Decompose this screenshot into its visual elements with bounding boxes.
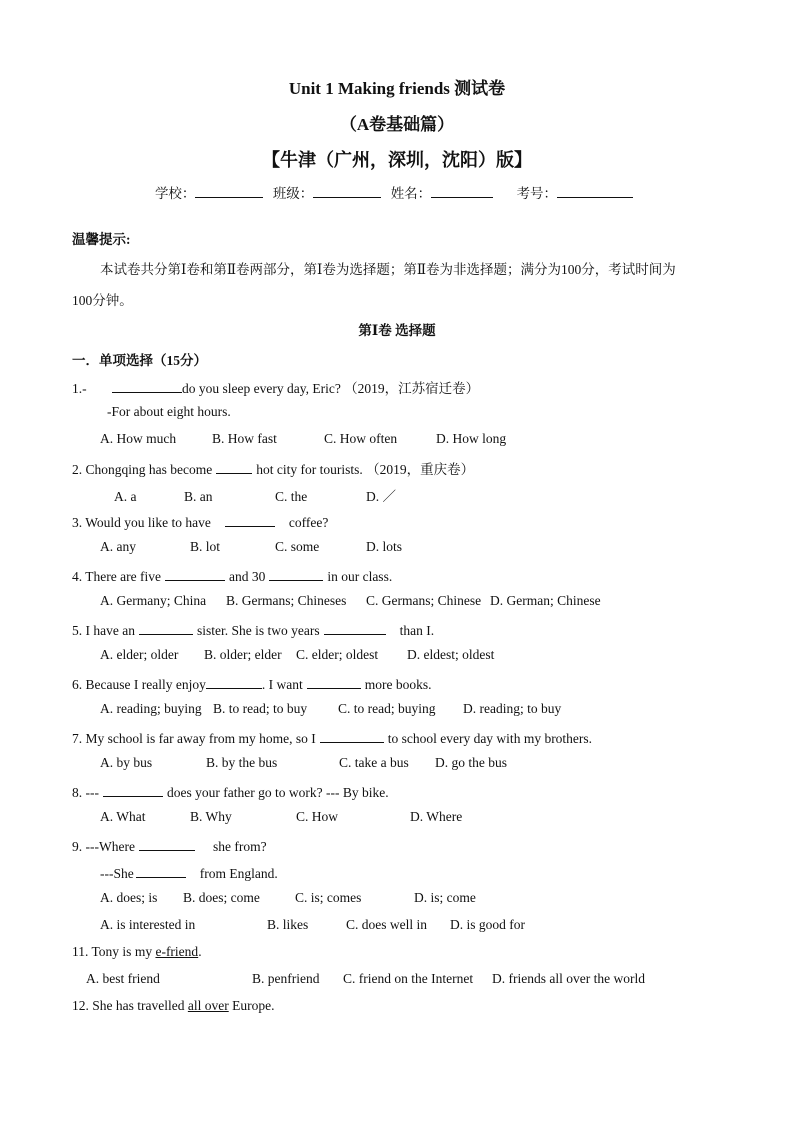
question-text: 3. Would you like to have [72,515,211,530]
answer-blank-2[interactable] [307,674,361,689]
section1-title: 一．单项选择（15分） [72,353,207,368]
option-d[interactable]: D. Where [410,809,463,824]
question-text: 12. She has travelled [72,998,188,1013]
option-d[interactable]: D. lots [366,539,403,554]
option-a[interactable]: A. by bus [100,755,153,770]
part1-title: 第Ⅰ卷 选择题 [358,323,436,338]
option-d[interactable]: D. is good for [450,917,525,932]
option-b[interactable]: B. penfriend [252,971,320,986]
name-field[interactable] [431,183,493,198]
option-a[interactable]: A. any [100,539,136,554]
question-5 [72,620,434,639]
option-b[interactable]: B. an [184,489,213,504]
option-c[interactable]: C. the [275,489,308,504]
exam-number-label: 考号： [516,186,558,201]
option-b[interactable]: B. Germans; Chineses [226,593,347,608]
question-text: 11. Tony is my [72,944,156,959]
option-b[interactable]: B. older; elder [204,647,282,662]
option-a[interactable]: A. How much [100,431,177,446]
question-number: 1.- [72,381,87,396]
name-label: 姓名： [390,186,432,201]
option-b[interactable]: B. lot [190,539,221,554]
option-b[interactable]: B. to read; to buy [213,701,308,716]
question-text: hot city for tourists. （2019，重庆卷） [256,462,475,477]
school-field[interactable] [195,183,263,198]
question-6 [72,674,431,693]
underlined-word: all over [187,998,229,1013]
underlined-word: e-friend [155,944,199,959]
question-8 [72,782,389,801]
option-a[interactable]: A. Germany; China [100,593,207,608]
answer-blank[interactable] [112,378,182,393]
class-field[interactable] [313,183,381,198]
option-d[interactable]: D. German; Chinese [490,593,601,608]
question-9-reply [100,863,278,882]
class-label: 班级： [272,186,314,201]
answer-blank-1[interactable] [206,674,262,689]
question-3 [72,512,328,531]
exam-edition: 【牛津（广州，深圳，沈阳）版】 [262,150,532,170]
option-c[interactable]: C. How often [324,431,398,446]
question-text: . [198,944,202,959]
answer-blank[interactable] [225,512,275,527]
notice-text-2: 100分钟。 [72,293,133,308]
question-text: from England. [199,866,278,881]
student-info-row [0,182,794,202]
question-text: 4. There are five [72,569,161,584]
question-11 [72,944,202,960]
option-d[interactable]: D. go the bus [435,755,507,770]
answer-blank-1[interactable] [165,566,225,581]
question-text: 7. My school is far away from my home, so I [72,731,316,746]
exam-subtitle: （A卷基础篇） [339,115,455,134]
answer-blank[interactable] [136,863,186,878]
question-text: than I. [399,623,435,638]
question-text: 6. Because I really enjoy [72,677,206,692]
question-text: 9. ---Where [72,839,135,854]
question-text: ---She [100,866,134,881]
notice-text-1: 本试卷共分第Ⅰ卷和第Ⅱ卷两部分，第Ⅰ卷为选择题；第Ⅱ卷为非选择题；满分为100分，考试时间为 [100,262,676,277]
question-9 [72,836,267,855]
option-c[interactable]: C. elder; oldest [296,647,379,662]
question-text: . I want [261,677,303,692]
option-c[interactable]: C. is; comes [295,890,362,905]
question-11-options [86,971,645,987]
option-b[interactable]: B. Why [190,809,232,824]
answer-blank[interactable] [320,728,384,743]
question-text: to school every day with my brothers. [387,731,593,746]
answer-blank[interactable] [103,782,163,797]
question-2 [72,458,474,478]
option-d[interactable]: D. How long [436,431,507,446]
answer-blank-1[interactable] [139,620,193,635]
question-2-options [114,485,396,505]
exam-number-field[interactable] [557,183,633,198]
question-8-options [100,809,462,825]
answer-blank[interactable] [216,459,252,474]
question-4-options [100,593,601,609]
question-6-options [100,701,561,717]
option-a[interactable]: A. elder; older [100,647,179,662]
answer-blank[interactable] [139,836,195,851]
question-1-options [100,431,506,447]
question-1 [72,377,479,397]
option-a[interactable]: A. does; is [100,890,158,905]
notice-label: 温馨提示: [72,232,131,247]
question-3-options [100,539,402,555]
question-9-options [100,890,476,906]
option-c[interactable]: C. friend on the Internet [343,971,474,986]
question-12 [72,998,274,1014]
question-4 [72,566,392,585]
question-text: 8. --- [72,785,99,800]
question-text: do you sleep every day, Eric? （2019，江苏宿迁卷） [182,381,480,396]
question-1-reply: -For about eight hours. [107,404,231,419]
exam-title: Unit 1 Making friends 测试卷 [288,79,506,98]
answer-blank-2[interactable] [269,566,323,581]
question-text: coffee? [288,515,329,530]
question-7-options [100,755,507,771]
question-text: sister. She is two years [196,623,320,638]
question-text: and 30 [228,569,266,584]
question-7 [72,728,592,747]
option-c[interactable]: C. How [296,809,339,824]
option-a[interactable]: A. best friend [86,971,160,986]
question-text: 2. Chongqing has become [72,462,213,477]
option-c[interactable]: C. some [275,539,320,554]
question-text: she from? [212,839,267,854]
question-text: 5. I have an [72,623,135,638]
option-d[interactable]: D. reading; to buy [463,701,562,716]
option-d[interactable]: D. ／ [366,489,396,504]
question-10-options [100,917,525,933]
option-a[interactable]: A. reading; buying [100,701,202,716]
option-b[interactable]: B. by the bus [206,755,278,770]
school-label: 学校： [154,186,196,201]
option-a[interactable]: A. What [100,809,146,824]
question-text: Europe. [228,998,275,1013]
option-c[interactable]: C. does well in [346,917,427,932]
question-text: in our class. [327,569,393,584]
question-5-options [100,647,494,663]
option-a[interactable]: A. a [114,489,137,504]
question-text: does your father go to work? --- By bike. [167,785,389,800]
option-c[interactable]: C. Germans; Chinese [366,593,482,608]
option-b[interactable]: B. does; come [183,890,260,905]
option-d[interactable]: D. eldest; oldest [407,647,495,662]
option-a[interactable]: A. is interested in [100,917,196,932]
option-b[interactable]: B. How fast [212,431,277,446]
question-text: more books. [364,677,432,692]
option-c[interactable]: C. to read; buying [338,701,436,716]
option-d[interactable]: D. friends all over the world [492,971,645,986]
option-c[interactable]: C. take a bus [339,755,409,770]
option-d[interactable]: D. is; come [414,890,476,905]
option-b[interactable]: B. likes [267,917,309,932]
answer-blank-2[interactable] [324,620,386,635]
